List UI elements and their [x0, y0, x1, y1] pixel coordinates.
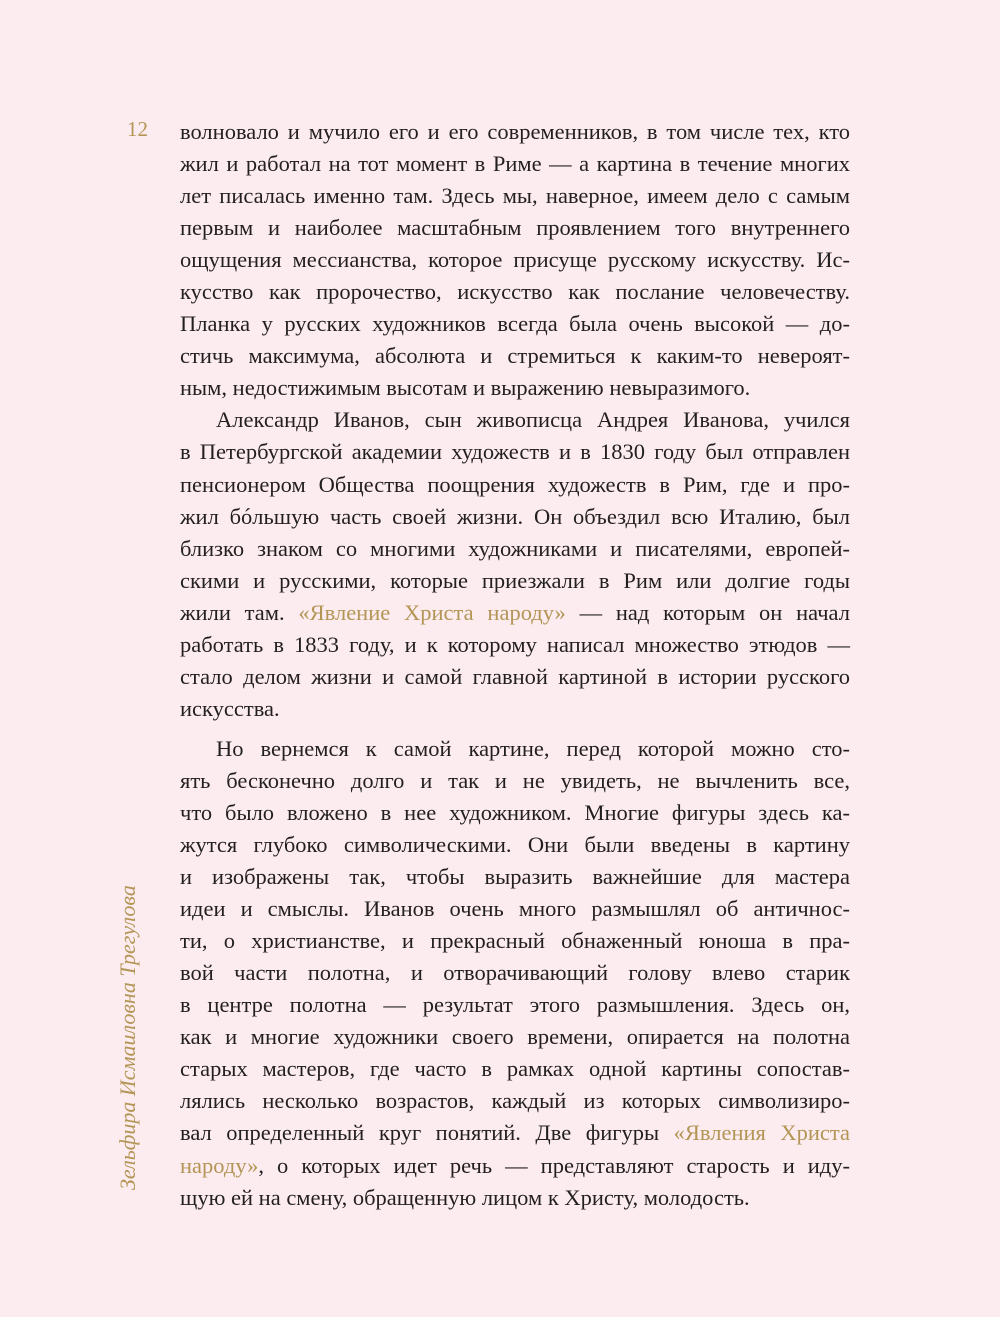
- text-line: Планка у русских художников всегда была очень высокой — до-: [180, 311, 850, 337]
- painting-title-reference: «Явление Христа народу»: [298, 599, 566, 625]
- text-line: [180, 1150, 850, 1182]
- text-line: стичь максимума, абсолюта и стремиться к каким-то невероят-: [180, 343, 850, 369]
- text-line: в Петербургской академии художеств и в 1830 году был отправлен: [180, 439, 850, 465]
- body-text: [180, 116, 850, 1214]
- text-line: искусства.: [180, 695, 280, 721]
- text-line: жил бóльшую часть своей жизни. Он объездил всю Италию, был: [180, 503, 850, 529]
- text-line: Но вернемся к самой картине, перед которой можно сто-: [216, 735, 850, 761]
- text-line: ти, о христианстве, и прекрасный обнаженный юноша в пра-: [180, 928, 850, 954]
- text-fragment: , о которых идет речь — представляют старость и иду-: [258, 1152, 850, 1178]
- text-line: и изображены так, чтобы выразить важнейшие для мастера: [180, 864, 850, 890]
- paragraph-1: [180, 116, 850, 404]
- text-line: в центре полотна — результат этого размышления. Здесь он,: [180, 992, 850, 1018]
- text-line: кусство как пророчество, искусство как послание человечеству.: [180, 279, 850, 305]
- text-line: первым и наиболее масштабным проявлением того внутреннего: [180, 215, 850, 241]
- text-line: щую ей на смену, обращенную лицом к Христу, молодость.: [180, 1184, 750, 1210]
- painting-title-reference: народу»: [180, 1152, 259, 1178]
- text-line: лет писалась именно там. Здесь мы, наверное, имеем дело с самым: [180, 183, 850, 209]
- text-line: идеи и смыслы. Иванов очень много размышлял об античнос-: [180, 896, 850, 922]
- text-line: [180, 1117, 850, 1149]
- text-line: близко знаком со многими художниками и писателями, европей-: [180, 535, 850, 561]
- text-line: работать в 1833 году, и к которому написал множество этюдов —: [180, 631, 850, 657]
- text-line: [180, 597, 850, 629]
- paragraph-3: [180, 733, 850, 1214]
- text-line: пенсионером Общества поощрения художеств в Рим, где и про-: [180, 471, 850, 497]
- text-line: старых мастеров, где часто в рамках одной картины сопостав-: [180, 1056, 850, 1082]
- text-fragment: жили там.: [180, 599, 285, 625]
- paragraph-2: [180, 404, 850, 724]
- text-line: скими и русскими, которые приезжали в Рим или долгие годы: [180, 567, 850, 593]
- text-line: стало делом жизни и самой главной картиной в истории русского: [180, 663, 850, 689]
- text-line: как и многие художники своего времени, опирается на полотна: [180, 1024, 850, 1050]
- running-author-name: Зельфира Исмаиловна Трегулова: [115, 885, 140, 1190]
- painting-title-reference: «Явления Христа: [673, 1120, 850, 1146]
- text-line: Александр Иванов, сын живописца Андрея Иванова, учился: [216, 407, 850, 433]
- text-line: что было вложено в нее художником. Многие фигуры здесь ка-: [180, 799, 850, 825]
- text-line: лялись несколько возрастов, каждый из которых символизиро-: [180, 1088, 850, 1114]
- text-line: вой части полотна, и отворачивающий голову влево старик: [180, 960, 850, 986]
- text-fragment: — над которым он начал: [579, 599, 850, 625]
- text-line: жил и работал на тот момент в Риме — а картина в течение многих: [180, 151, 850, 177]
- text-line: ощущения мессианства, которое присуще русскому искусству. Ис-: [180, 247, 850, 273]
- text-fragment: вал определенный круг понятий. Две фигуры: [180, 1120, 660, 1146]
- text-line: ять бесконечно долго и так и не увидеть, не вычленить все,: [180, 767, 850, 793]
- page-number: 12: [127, 117, 148, 141]
- text-line: ным, недостижимым высотам и выражению невыразимого.: [180, 375, 751, 401]
- text-line: жутся глубоко символическими. Они были введены в картину: [180, 832, 850, 858]
- text-line: волновало и мучило его и его современников, в том числе тех, кто: [180, 119, 850, 144]
